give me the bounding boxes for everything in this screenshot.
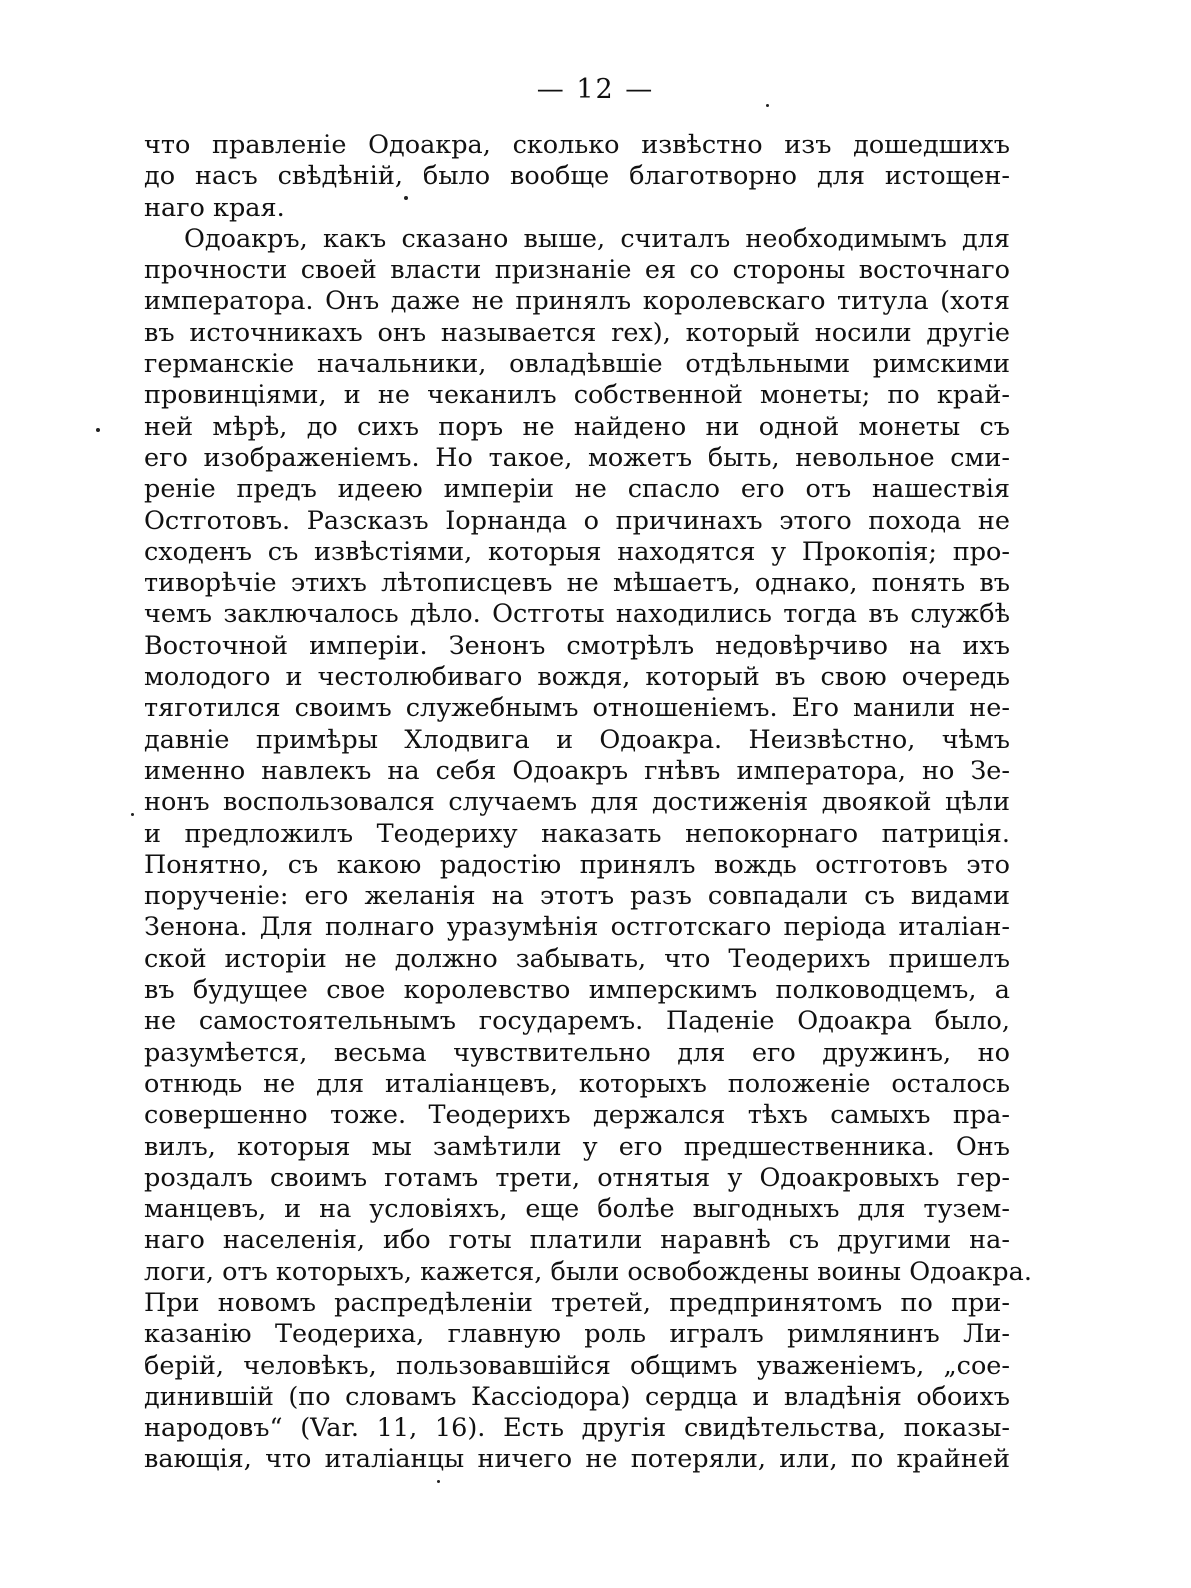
text-line: манцевъ, и на условіяхъ, еще болѣе выгодныхъ для тузем- [144, 1194, 1010, 1225]
text-line: въ будущее свое королевство имперскимъ полководцемъ, а [144, 975, 1010, 1006]
text-line: вилъ, которыя мы замѣтили у его предшественника. Онъ [144, 1131, 1010, 1162]
text-line: въ источникахъ онъ называется rex), который носили другіе [144, 317, 1010, 348]
scan-speck [131, 813, 134, 816]
text-line: наго населенія, ибо готы платили наравнѣ съ другими на- [144, 1225, 1010, 1256]
text-line: тяготился своимъ служебнымъ отношеніемъ. Его манили не- [144, 693, 1010, 724]
text-line: наго края. [144, 192, 285, 223]
body-text [144, 130, 1032, 1476]
text-line: Остготовъ. Разсказъ Іорнанда о причинахъ этого похода не [144, 505, 1010, 536]
text-line: до насъ свѣдѣній, было вообще благотворно для истощен- [144, 161, 1010, 192]
scan-speck [437, 1480, 440, 1483]
text-line: его изображеніемъ. Но такое, можетъ быть, невольное сми- [144, 442, 1010, 473]
scan-speck [404, 196, 408, 200]
text-line: вающія, что италіанцы ничего не потеряли, или, по крайней [144, 1444, 1010, 1475]
text-line: отнюдь не для италіанцевъ, которыхъ положеніе осталось [144, 1068, 1010, 1099]
text-line: и предложилъ Теодериху наказать непокорнаго патриція. [144, 818, 1010, 849]
text-line: порученіе: его желанія на этотъ разъ совпадали съ видами [144, 881, 1010, 912]
text-line: нонъ воспользовался случаемъ для достиженія двоякой цѣли [144, 787, 1010, 818]
text-line: прочности своей власти признаніе ея со стороны восточнаго [144, 255, 1010, 286]
text-line: германскіе начальники, овладѣвшіе отдѣльными римскими [144, 349, 1010, 380]
text-line: именно навлекъ на себя Одоакръ гнѣвъ императора, но Зе- [144, 755, 1010, 786]
text-line: сходенъ съ извѣстіями, которыя находятся у Прокопія; про- [144, 536, 1010, 567]
text-line: тиворѣчіе этихъ лѣтописцевъ не мѣшаетъ, однако, понять въ [144, 568, 1010, 599]
text-line: чемъ заключалось дѣло. Остготы находились тогда въ службѣ [144, 599, 1010, 630]
text-line: казанію Теодериха, главную роль игралъ римлянинъ Ли- [144, 1319, 1010, 1350]
text-line: берій, человѣкъ, пользовавшійся общимъ уваженіемъ, „сое- [144, 1350, 1010, 1381]
text-line: давніе примѣры Хлодвига и Одоакра. Неизвѣстно, чѣмъ [144, 724, 1010, 755]
page-number: — 12 — [536, 74, 655, 105]
text-line: что правленіе Одоакра, сколько извѣстно изъ дошедшихъ [144, 130, 1010, 160]
text-line: провинціями, и не чеканилъ собственной монеты; по край- [144, 380, 1010, 411]
text-line: реніе предъ идеею имперіи не спасло его отъ нашествія [144, 474, 1010, 505]
text-line: народовъ“ (Var. 11, 16). Есть другія свидѣтельства, показы- [144, 1413, 1010, 1444]
text-line: Понятно, съ какою радостію принялъ вождь остготовъ это [144, 849, 1010, 880]
text-line: Одоакръ, какъ сказано выше, считалъ необходимымъ для [184, 223, 1010, 254]
text-line: Зенона. Для полнаго уразумѣнія остготскаго періода италіан- [144, 912, 1010, 943]
text-line: При новомъ распредѣленіи третей, предпринятомъ по при- [144, 1287, 1010, 1318]
text-line: молодого и честолюбиваго вождя, который въ свою очередь [144, 662, 1010, 693]
text-line: совершенно тоже. Теодерихъ держался тѣхъ самыхъ пра- [144, 1100, 1010, 1131]
scan-speck [766, 104, 769, 107]
text-line: императора. Онъ даже не принялъ королевскаго титула (хотя [144, 286, 1010, 317]
text-line: динившій (по словамъ Кассіодора) сердца и владѣнія обоихъ [144, 1381, 1010, 1412]
text-line: роздалъ своимъ готамъ трети, отнятыя у Одоакровыхъ гер- [144, 1162, 1010, 1193]
scan-speck [96, 428, 100, 432]
text-line: логи, отъ которыхъ, кажется, были освобождены воины Одоакра. [144, 1256, 1032, 1287]
text-line: разумѣется, весьма чувствительно для его дружинъ, но [144, 1037, 1010, 1068]
text-line: не самостоятельнымъ государемъ. Паденіе Одоакра было, [144, 1006, 1010, 1037]
text-line: ской исторіи не должно забывать, что Теодерихъ пришелъ [144, 943, 1010, 974]
paragraph-1 [144, 130, 1010, 224]
text-line: ней мѣрѣ, до сихъ поръ не найдено ни одной монеты съ [144, 411, 1010, 442]
text-line: Восточной имперіи. Зенонъ смотрѣлъ недовѣрчиво на ихъ [144, 630, 1010, 661]
paragraph-2 [144, 223, 1032, 1476]
